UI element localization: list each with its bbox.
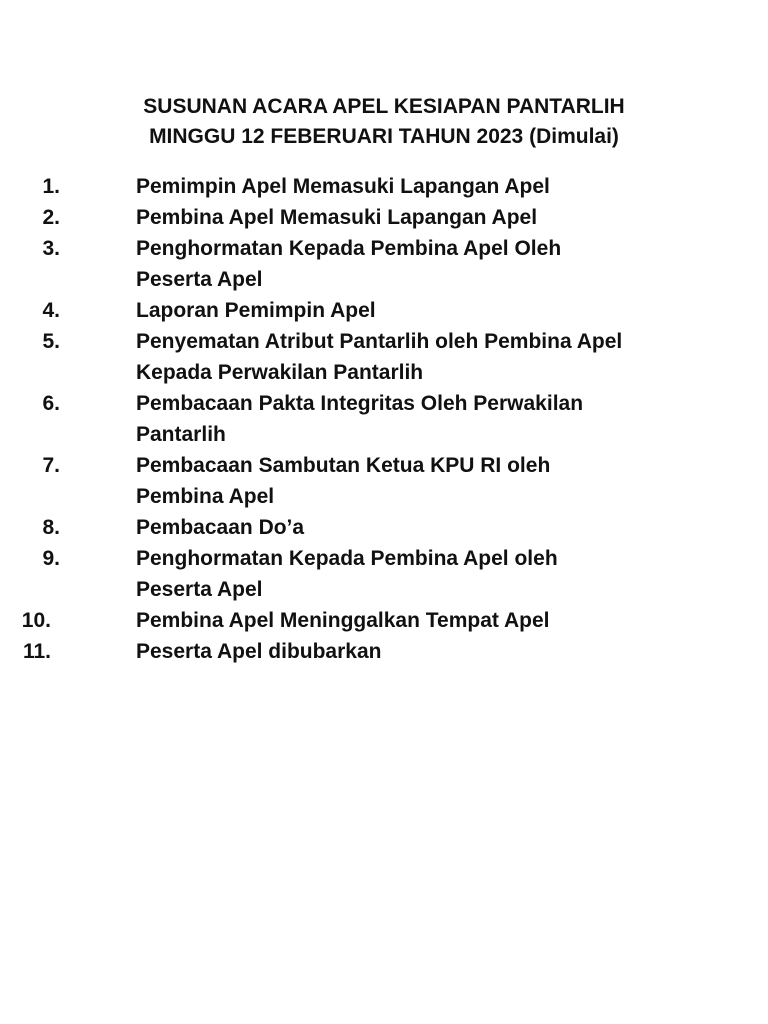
agenda-item-line: Laporan Pemimpin Apel — [136, 299, 376, 322]
agenda-item-text — [136, 388, 696, 450]
agenda-item-line: Kepada Perwakilan Pantarlih — [136, 361, 424, 384]
agenda-item-line: Pembina Apel Meninggalkan Tempat Apel — [136, 609, 550, 632]
agenda-item-line: Peserta Apel — [136, 578, 263, 601]
agenda-item — [0, 636, 696, 667]
agenda-item-text — [136, 605, 696, 636]
agenda-item-number: 2. — [42, 206, 60, 229]
agenda-item-number: 7. — [42, 454, 60, 477]
agenda-item-line: Pemimpin Apel Memasuki Lapangan Apel — [136, 175, 550, 198]
agenda-item-line: Peserta Apel — [136, 268, 263, 291]
agenda-item-number: 6. — [42, 392, 60, 415]
agenda-item-number: 3. — [42, 237, 60, 260]
agenda-item-line: Penghormatan Kepada Pembina Apel oleh — [136, 547, 558, 570]
agenda-item — [0, 512, 696, 543]
title-line-2: MINGGU 12 FEBERUARI TAHUN 2023 (Dimulai) — [149, 125, 619, 148]
document-title — [0, 92, 768, 152]
agenda-item-line: Penghormatan Kepada Pembina Apel Oleh — [136, 237, 562, 260]
agenda-item-number: 10. — [21, 609, 51, 632]
agenda-item-text — [136, 543, 696, 605]
agenda-item-text — [136, 450, 696, 512]
agenda-item — [0, 233, 696, 295]
agenda-item-number: 1. — [42, 175, 60, 198]
agenda-item-text — [136, 233, 696, 295]
agenda-item-line: Pembina Apel Memasuki Lapangan Apel — [136, 206, 538, 229]
agenda-item-line: Pantarlih — [136, 423, 226, 446]
agenda-item-line: Peserta Apel dibubarkan — [136, 640, 382, 663]
agenda-item — [0, 388, 696, 450]
agenda-item-text — [136, 295, 696, 326]
agenda-item — [0, 326, 696, 388]
agenda-item-number: 11. — [22, 640, 51, 663]
agenda-item-text — [136, 512, 696, 543]
agenda-item-text — [136, 171, 696, 202]
agenda-item-text — [136, 202, 696, 233]
agenda-item-number: 4. — [42, 299, 60, 322]
agenda-item-line: Pembina Apel — [136, 485, 275, 508]
title-line-1: SUSUNAN ACARA APEL KESIAPAN PANTARLIH — [143, 95, 625, 118]
agenda-item-line: Pembacaan Sambutan Ketua KPU RI oleh — [136, 454, 551, 477]
agenda-list — [0, 171, 768, 667]
agenda-item — [0, 605, 696, 636]
agenda-item-number: 5. — [42, 330, 60, 353]
agenda-item-number: 8. — [42, 516, 60, 539]
agenda-item-line: Penyematan Atribut Pantarlih oleh Pembina Apel — [136, 330, 623, 353]
agenda-item — [0, 202, 696, 233]
agenda-item-line: Pembacaan Pakta Integritas Oleh Perwakilan — [136, 392, 584, 415]
agenda-item-number: 9. — [42, 547, 60, 570]
agenda-item — [0, 543, 696, 605]
agenda-item — [0, 171, 696, 202]
agenda-item-text — [136, 636, 696, 667]
agenda-item — [0, 450, 696, 512]
agenda-item-text — [136, 326, 696, 388]
agenda-item — [0, 295, 696, 326]
agenda-item-line: Pembacaan Do’a — [136, 516, 305, 539]
